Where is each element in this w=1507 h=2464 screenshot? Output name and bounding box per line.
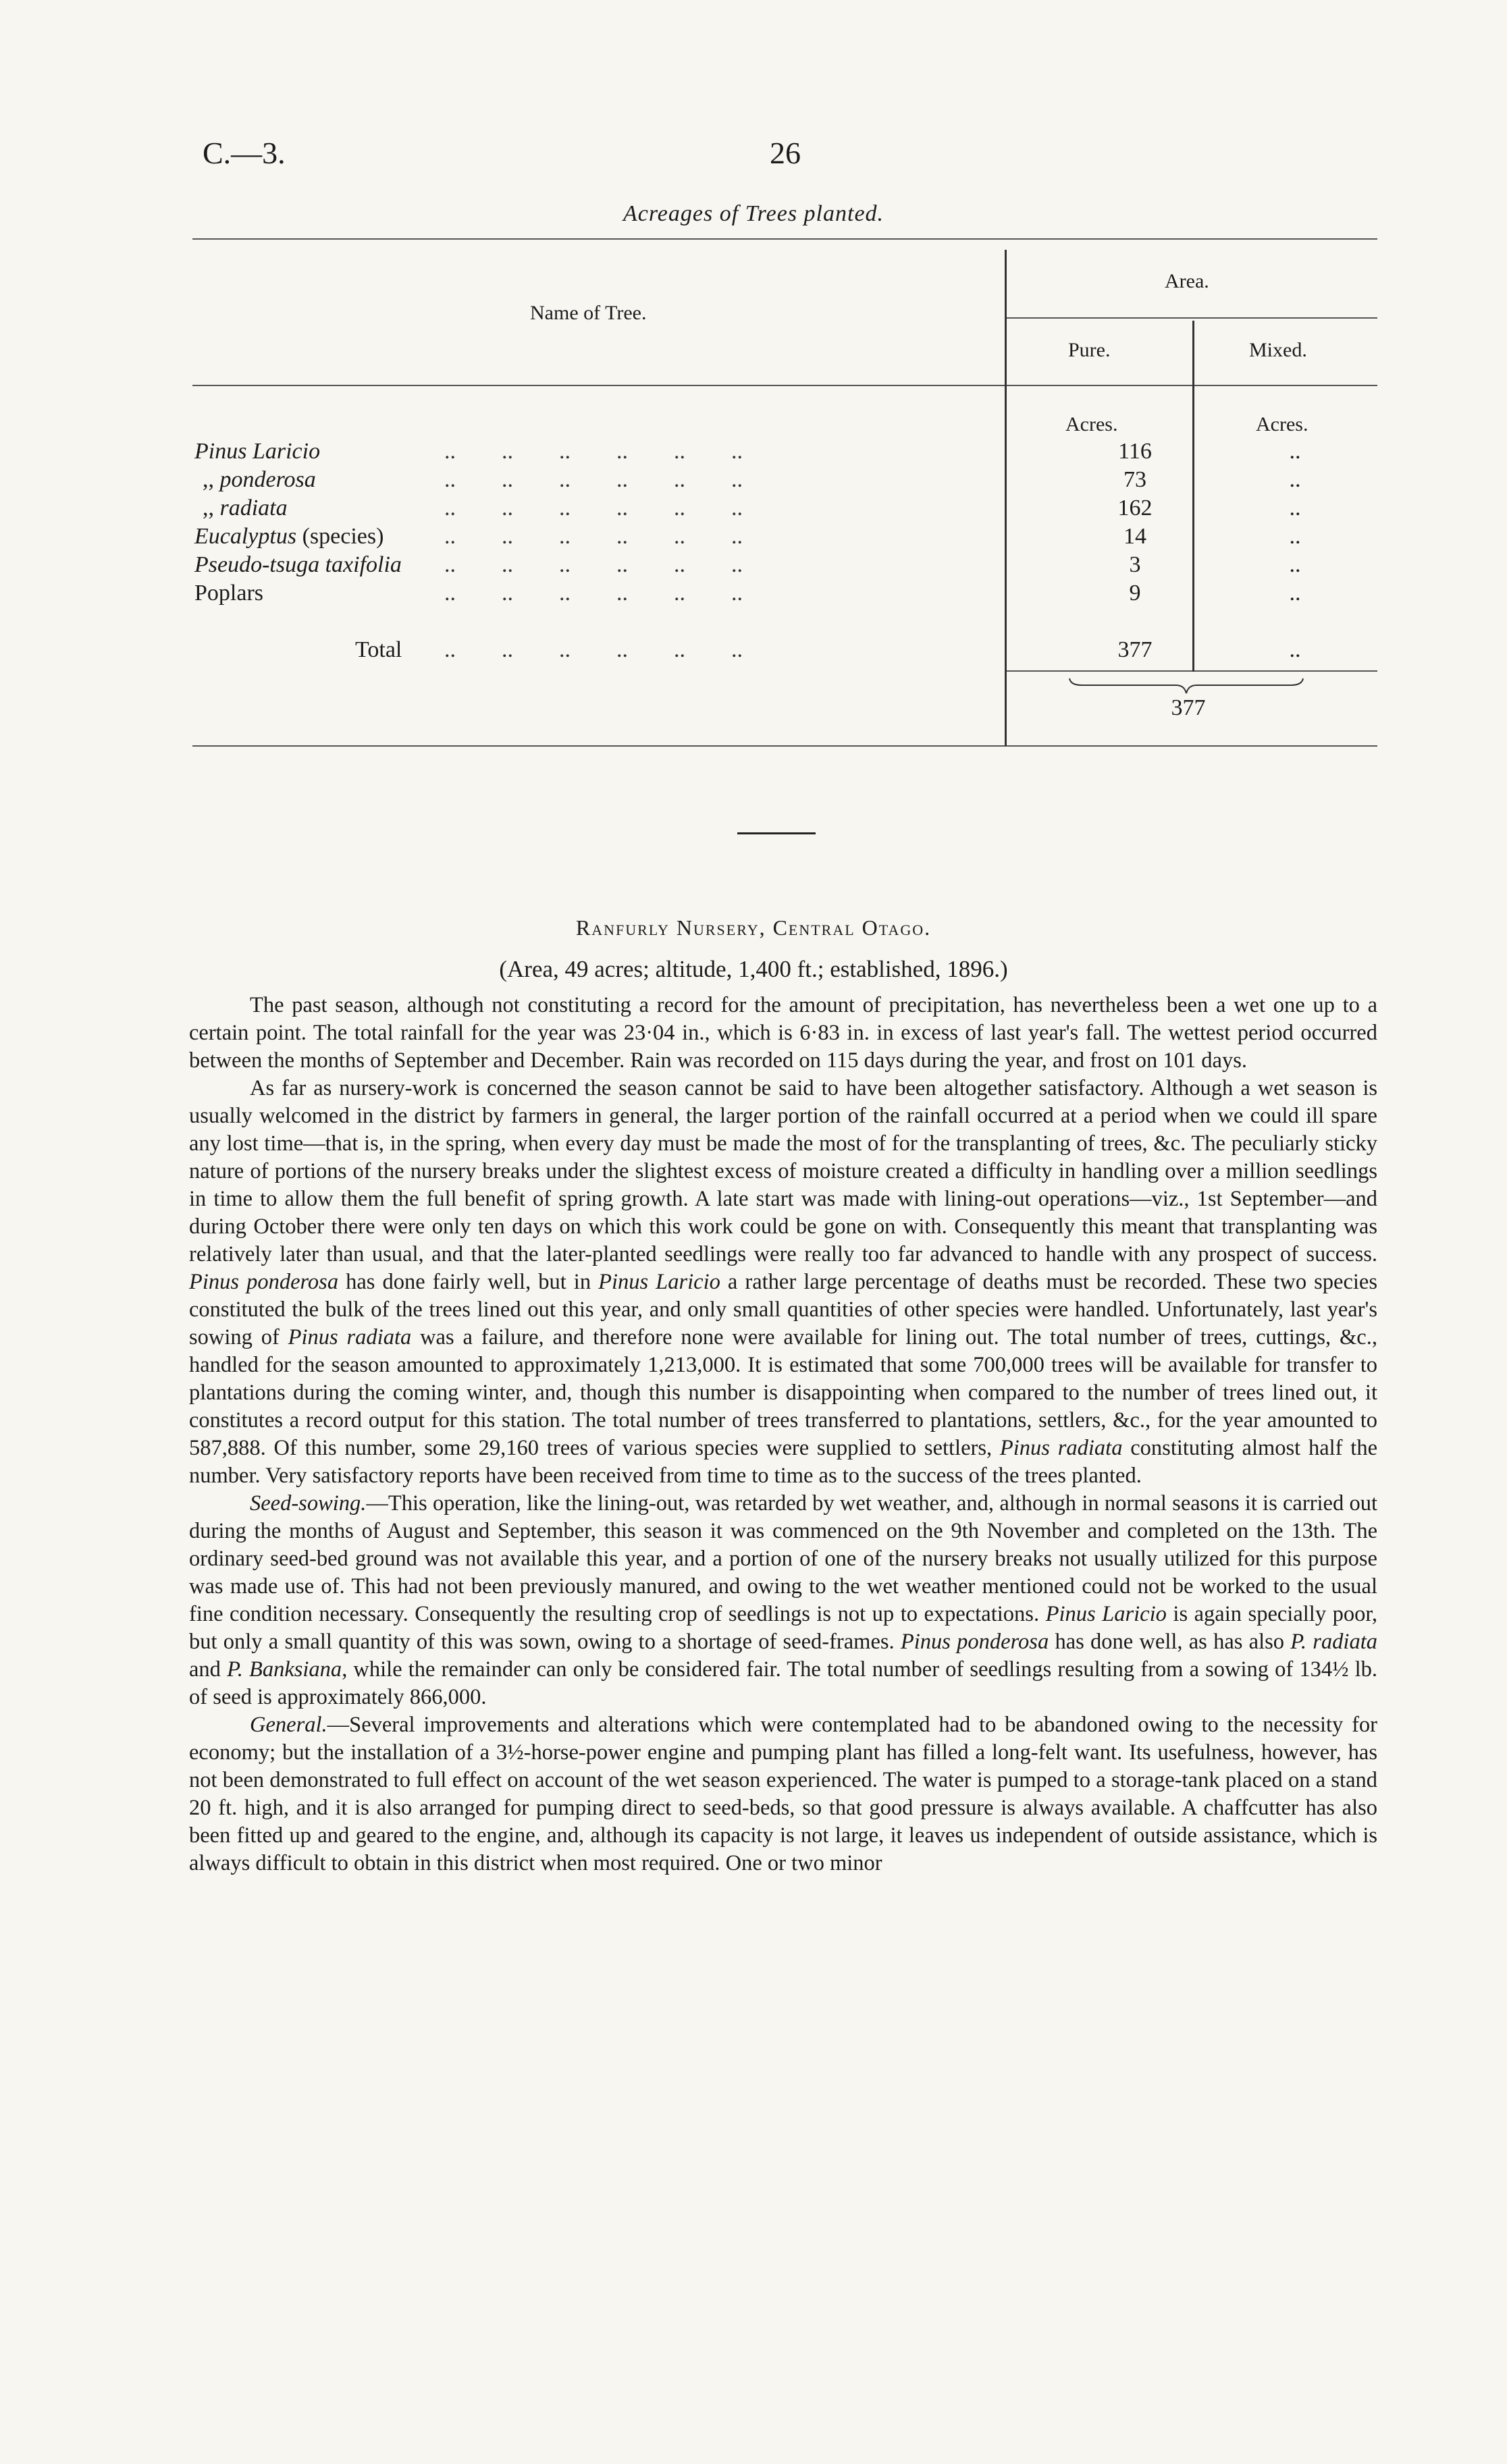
col-header-mixed: Mixed. xyxy=(1249,339,1307,361)
table-area-rule xyxy=(1006,317,1377,319)
report-code: C.—3. xyxy=(203,136,286,170)
pure-acres: 3 xyxy=(1129,552,1141,577)
pure-acres: 9 xyxy=(1129,581,1141,606)
table-row xyxy=(194,467,1315,496)
mixed-acres: .. xyxy=(1289,467,1301,492)
pure-acres: 116 xyxy=(1118,439,1152,464)
grand-total: 377 xyxy=(1171,695,1206,720)
table-top-rule xyxy=(192,238,1377,240)
tree-name: Eucalyptus (species) xyxy=(194,524,384,549)
mixed-acres: .. xyxy=(1289,581,1301,606)
tree-name: Poplars xyxy=(194,581,263,606)
mixed-acres: .. xyxy=(1289,524,1301,549)
paragraph-weather: The past season, although not constituting a record for the amount of precipitation, has nevertheless been a wet one up to a certain point. The total rainfall for the year was 23·04 in., which is 6·83 in. in excess of last year's fall. The wettest period occurred between the months of September and December. Rain was recorded on 115 days during the year, and frost on 101 days. xyxy=(189,993,1377,1073)
mixed-acres: .. xyxy=(1289,496,1301,520)
tree-name: ,, radiata xyxy=(203,496,288,520)
section-title: Ranfurly Nursery, Central Otago. xyxy=(575,915,932,940)
pure-acres: 162 xyxy=(1117,496,1153,520)
paragraph-seed-sowing: Seed-sowing.—This operation, like the lining-out, was retarded by wet weather, and, although in normal seasons it is carried out during the months of August and September, this season it was commenced on the 9th November and completed on the 13th. The ordinary seed-bed ground was not available this year, and a portion of one of the nursery breaks not usually utilized for this purpose was made use of. This had not been previously manured, and owing to the wet weather mentioned could not be worked to the usual fine condition necessary. Consequently the resulting crop of seedlings is not up to expectations. Pinus Laricio is again specially poor, but only a small quantity of this was sown, owing to a shortage of seed-frames. Pinus ponderosa has done well, as has also P. radiata and P. Banksiana, while the remainder can only be considered fair. The total number of seedlings resulting from a sowing of 134½ lb. of seed is approximately 866,000. xyxy=(189,1491,1377,1709)
mixed-acres: .. xyxy=(1289,552,1301,577)
table-bottom-rule xyxy=(192,745,1377,747)
table-row xyxy=(194,496,1315,524)
table-header-bottom-rule xyxy=(192,385,1377,386)
brace-path xyxy=(1069,678,1303,693)
pure-acres: 73 xyxy=(1123,467,1146,492)
total-brace xyxy=(1068,677,1304,695)
total-pure-acres: 377 xyxy=(1117,637,1153,662)
table-total-row xyxy=(194,637,1315,666)
units-pure: Acres. xyxy=(1065,413,1118,435)
paragraph-nursery-work: As far as nursery-work is concerned the season cannot be said to have been altogether satisfactory. Although a wet season is usually welcomed in the district by farmers in general, the larger portion of the rainfall occurred at a period when we could ill spare any lost time—that is, in the spring, when every day must be made the most of for the transplanting of trees, &c. The peculiarly sticky nature of portions of the nursery breaks under the slightest excess of moisture created a difficulty in handling over a million seedlings in time to allow them the full benefit of spring growth. A late start was made with lining-out operations—viz., 1st September—and during October there were only ten days on which this work could be gone on with. Consequently this meant that transplanting was relatively later than usual, and that the later-planted seedlings were really too far advanced to handle with any prospect of success. Pinus ponderosa has done fairly well, but in Pinus Laricio a rather large percentage of deaths must be recorded. These two species constituted the bulk of the trees lined out this year, and only small quantities of other species were handled. Unfortunately, last year's sowing of Pinus radiata was a failure, and therefore none were available for lining out. The total number of trees, cuttings, &c., handled for the season amounted to approximately 1,213,000. It is estimated that some 700,000 trees will be available for transfer to plantations during the coming winter, and, though this number is disappointing when compared to the number of trees lined out, it constitutes a record output for this station. The total number of trees transferred to plantations, settlers, &c., for the year amounted to 587,888. Of this number, some 29,160 trees of various species were supplied to settlers, Pinus radiata constituting almost half the number. Very satisfactory reports have been received from time to time as to the success of the trees planted. xyxy=(189,1076,1377,1488)
page-number: 26 xyxy=(770,136,801,170)
table-row xyxy=(194,552,1315,581)
leader-dots: .. .. .. .. .. .. xyxy=(444,496,743,520)
mixed-acres: .. xyxy=(1289,439,1301,464)
leader-dots: .. .. .. .. .. .. xyxy=(444,552,743,577)
total-mixed-acres: .. xyxy=(1289,637,1301,662)
table-total-rule xyxy=(1006,670,1377,672)
table-row xyxy=(194,581,1315,609)
col-header-name: Name of Tree. xyxy=(530,302,647,324)
leader-dots: .. .. .. .. .. .. xyxy=(444,439,743,464)
table-row xyxy=(194,524,1315,552)
total-label: Total xyxy=(355,637,402,662)
table-row xyxy=(194,439,1315,467)
leader-dots: .. .. .. .. .. .. xyxy=(444,467,743,492)
leader-dots: .. .. .. .. .. .. xyxy=(444,581,743,606)
paragraph-general: General.—Several improvements and alterations which were contemplated had to be abandoned owing to the necessity for economy; but the installation of a 3½-horse-power engine and pumping plant has filled a long-felt want. Its usefulness, however, has not been demonstrated to full effect on account of the wet season experienced. The water is pumped to a storage-tank placed on a stand 20 ft. high, and it is also arranged for pumping direct to seed-beds, so that good pressure is always available. A chaffcutter has also been fitted up and geared to the engine, and, although its capacity is not large, it leaves us independent of outside assistance, which is always difficult to obtain in this district when most required. One or two minor xyxy=(189,1713,1377,1875)
section-divider xyxy=(737,832,816,834)
leader-dots: .. .. .. .. .. .. xyxy=(444,637,743,662)
section-subtitle: (Area, 49 acres; altitude, 1,400 ft.; established, 1896.) xyxy=(499,956,1008,982)
tree-name: ,, ponderosa xyxy=(203,467,316,492)
table-caption: Acreages of Trees planted. xyxy=(623,201,884,226)
leader-dots: .. .. .. .. .. .. xyxy=(444,524,743,549)
pure-acres: 14 xyxy=(1123,524,1146,549)
tree-name: Pseudo-tsuga taxifolia xyxy=(194,552,402,577)
tree-name: Pinus Laricio xyxy=(194,439,321,464)
units-mixed: Acres. xyxy=(1256,413,1308,435)
col-header-area: Area. xyxy=(1165,270,1209,292)
col-header-pure: Pure. xyxy=(1068,339,1111,361)
section-body xyxy=(189,992,1377,1877)
